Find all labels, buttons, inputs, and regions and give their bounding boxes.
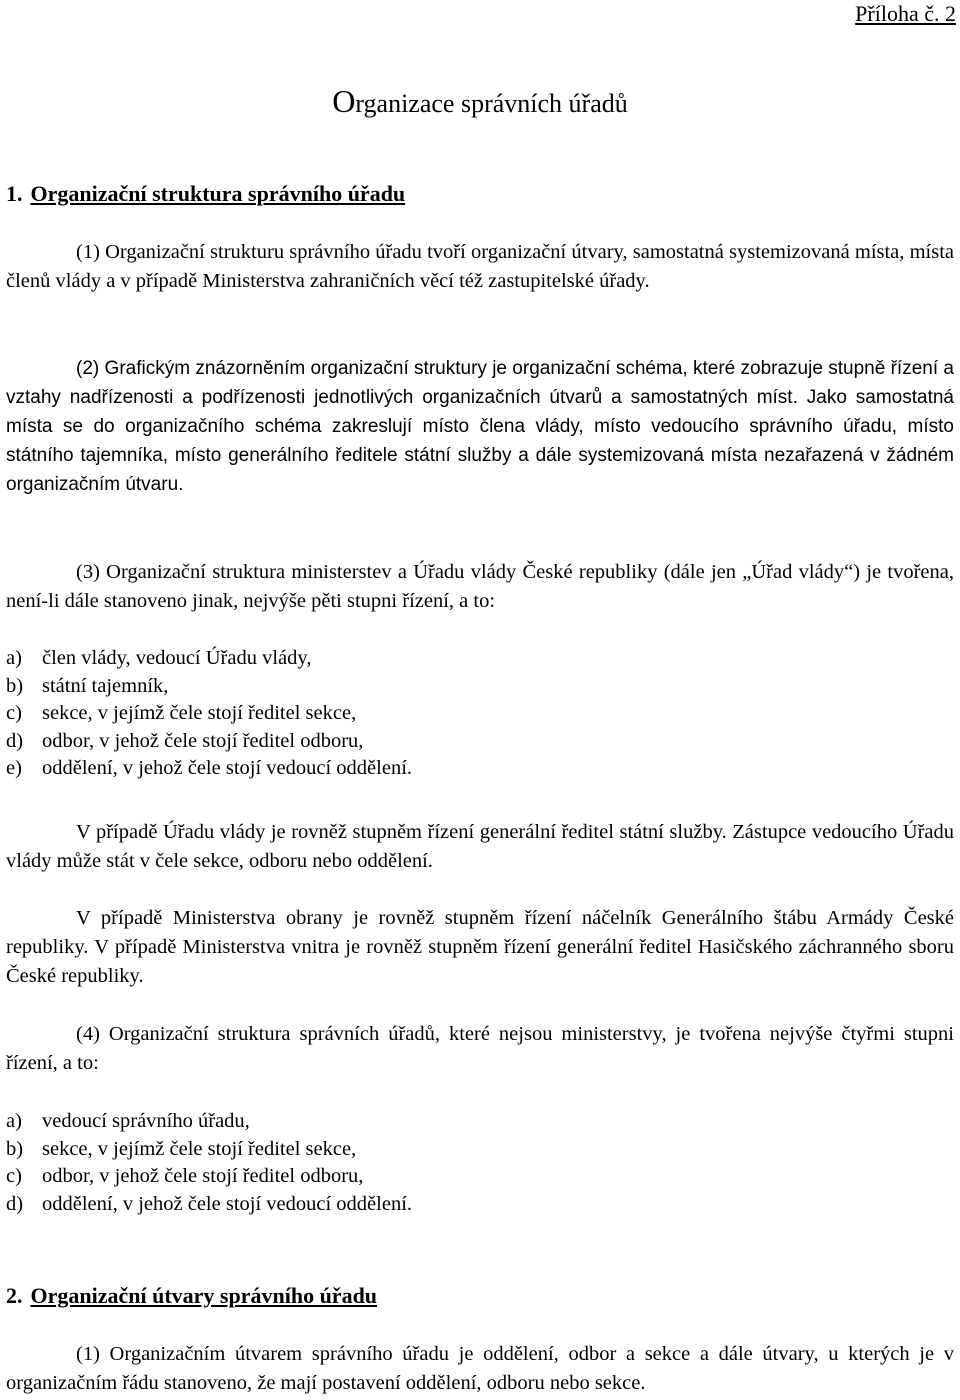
- list-item-marker: b): [6, 1137, 24, 1160]
- list-item: [6, 1191, 954, 1219]
- list-item: [6, 645, 954, 673]
- list-item: [6, 728, 954, 756]
- list-item-marker: c): [6, 1165, 22, 1187]
- list-item-text: člen vlády, vedoucí Úřadu vlády,: [42, 647, 312, 669]
- list-item-marker: c): [6, 702, 22, 724]
- list-item: [6, 673, 954, 701]
- section-2-title: Organizační útvary správního úřadu: [30, 1283, 378, 1308]
- paragraph-1-3-text: (3) Organizační struktura ministerstev a Úřadu vlády České republiky (dále jen „Úřad vlády“) je tvořena, není-li dále stanoveno jinak, nejvýše pěti stupni řízení, a to:: [6, 561, 954, 612]
- list-item: [6, 1163, 954, 1191]
- list-item-marker: e): [6, 757, 22, 779]
- title-initial: O: [332, 83, 356, 119]
- section-1-number: 1.: [6, 181, 23, 206]
- paragraph-1-2-text: (2) Grafickým znázorněním organizační struktury je organizační schéma, které zobrazuje stupně řízení a vztahy nadřízenosti a podřízenosti jednotlivých organizačních útvarů a samostatných míst. Jako samostatná místa se do organizačního schéma zakreslují místo člena vlády, místo vedoucího správního úřadu, místo státního tajemníka, místo generálního ředitele státní služby a dále systemizovaná místa nezařazená v žádném organizačním útvaru.: [6, 358, 954, 495]
- list-item: [6, 1108, 954, 1136]
- list-item-marker: a): [6, 1110, 22, 1132]
- list-item-text: sekce, v jejímž čele stojí ředitel sekce,: [42, 1137, 357, 1160]
- list-item: [6, 755, 954, 783]
- paragraph-1-1-text: (1) Organizační strukturu správního úřadu tvoří organizační útvary, samostatná systemizovaná místa, místa členů vlády a v případě Ministerstva zahraničních věcí též zastupitelské úřady.: [6, 241, 954, 292]
- section-1-title: Organizační struktura správního úřadu: [30, 181, 406, 206]
- list-item-text: odbor, v jehož čele stojí ředitel odboru,: [42, 1165, 364, 1187]
- paragraph-1-4: [6, 1020, 954, 1078]
- title-rest: rganizace správních úřadů: [355, 89, 628, 118]
- list-management-levels-other-offices: [6, 1108, 954, 1218]
- list-item-text: oddělení, v jehož čele stojí vedoucí oddělení.: [42, 757, 413, 779]
- list-item-text: státní tajemník,: [42, 674, 169, 697]
- paragraph-1-4-text: (4) Organizační struktura správních úřadů, které nejsou ministerstvy, je tvořena nejvýše čtyřmi stupni řízení, a to:: [6, 1023, 954, 1074]
- list-item-marker: d): [6, 1192, 24, 1215]
- paragraph-1-3-note-defence-interior: [6, 904, 954, 991]
- paragraph-1-3-note-government: [6, 818, 954, 876]
- list-item: [6, 700, 954, 728]
- section-2-heading: [6, 1282, 377, 1310]
- list-item-marker: d): [6, 729, 24, 752]
- page-title: [0, 84, 960, 121]
- paragraph-1-3: [6, 558, 954, 616]
- list-item-text: odbor, v jehož čele stojí ředitel odboru,: [42, 729, 364, 752]
- section-2-number: 2.: [6, 1283, 23, 1308]
- paragraph-1-2: [6, 354, 954, 499]
- list-item-text: sekce, v jejímž čele stojí ředitel sekce,: [42, 702, 357, 724]
- paragraph-2-1-text: (1) Organizačním útvarem správního úřadu je oddělení, odbor a sekce a dále útvary, u kterých je v organizačním řádu stanoveno, že mají postavení oddělení, odboru nebo sekce.: [6, 1343, 954, 1394]
- list-item-text: vedoucí správního úřadu,: [42, 1110, 250, 1132]
- section-1-heading: [6, 180, 405, 208]
- paragraph-1-3-note-government-text: V případě Úřadu vlády je rovněž stupněm řízení generální ředitel státní služby. Zástupce vedoucího Úřadu vlády může stát v čele sekce, odboru nebo oddělení.: [6, 821, 954, 872]
- list-item-marker: b): [6, 674, 24, 697]
- paragraph-1-1: [6, 238, 954, 296]
- list-item-marker: a): [6, 647, 22, 669]
- annex-label: Příloha č. 2: [855, 1, 956, 26]
- paragraph-1-3-note-defence-interior-text: V případě Ministerstva obrany je rovněž stupněm řízení náčelník Generálního štábu Armády České republiky. V případě Ministerstva vnitra je rovněž stupněm řízení generální ředitel Hasičského záchranného sboru České republiky.: [6, 907, 954, 987]
- list-item-text: oddělení, v jehož čele stojí vedoucí oddělení.: [42, 1192, 413, 1215]
- list-management-levels-ministries: [6, 645, 954, 783]
- list-item: [6, 1136, 954, 1164]
- paragraph-2-1: [6, 1340, 954, 1398]
